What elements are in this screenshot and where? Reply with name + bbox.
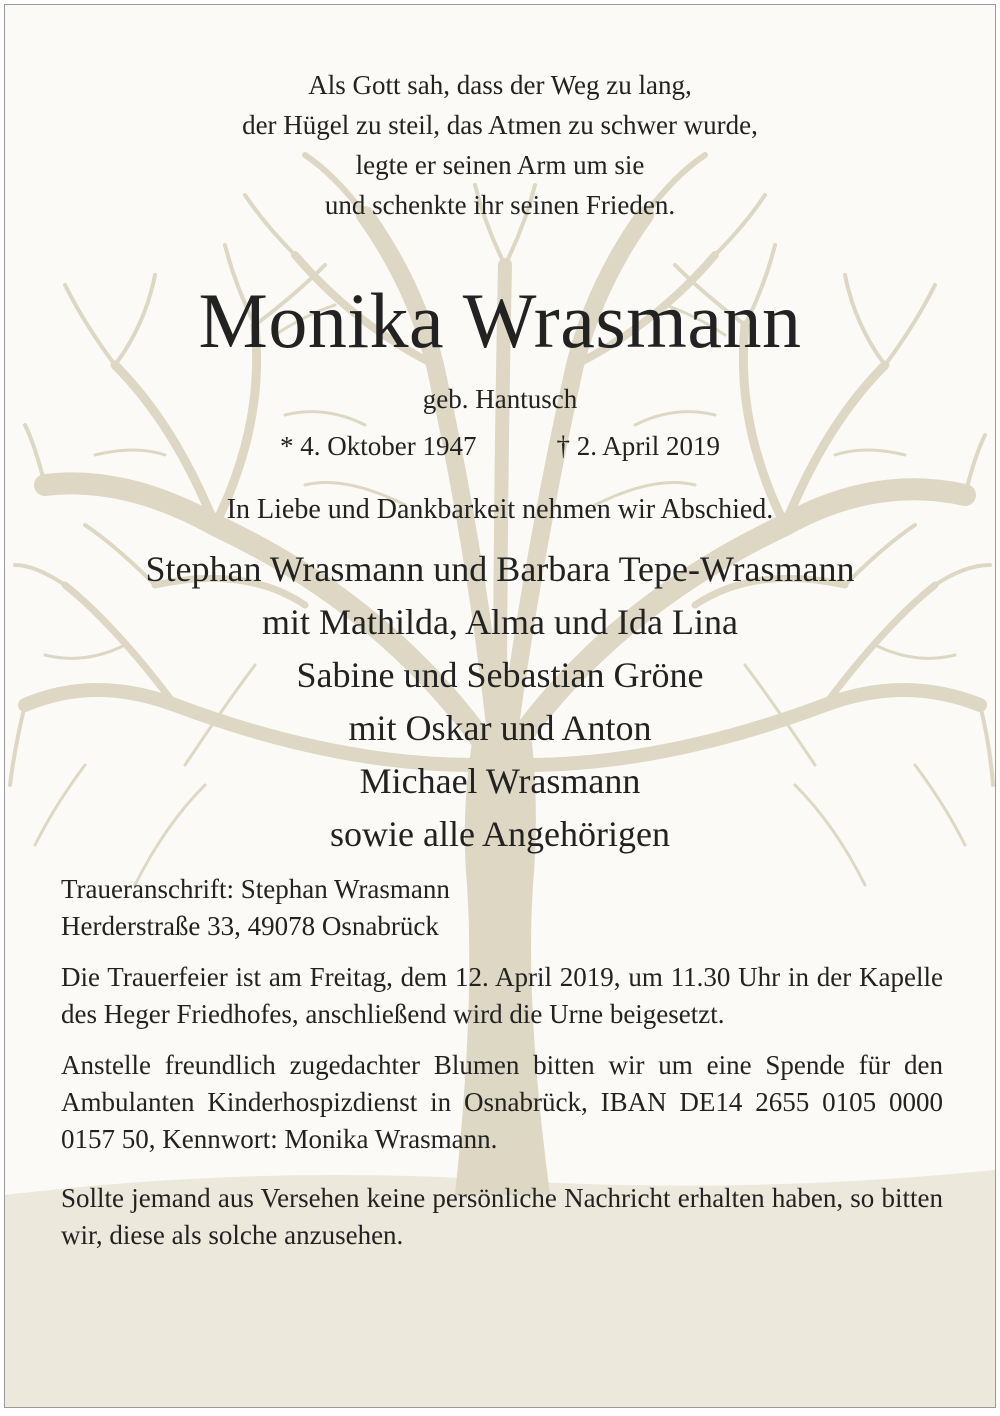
mourner-line: Stephan Wrasmann und Barbara Tepe-Wrasmann (145, 549, 855, 589)
mourning-address (5, 871, 995, 945)
notice-paragraph: Sollte jemand aus Versehen keine persönliche Nachricht erhalten haben, so bitten wir, diese als solche anzusehen. (61, 1183, 943, 1250)
birth-name: geb. Hantusch (422, 384, 578, 414)
mourner-line: Michael Wrasmann (359, 761, 641, 801)
donation-paragraph: Anstelle freundlich zugedachter Blumen bitten wir um eine Spende für den Ambulanten Kinderhospizdienst in Osnabrück, IBAN DE14 2655 0105 0000 0157 50, Kennwort: Monika Wrasmann. (61, 1050, 943, 1154)
death-date: † 2. April 2019 (556, 431, 720, 461)
poem-line: und schenkte ihr seinen Frieden. (324, 190, 676, 220)
mourners-list (5, 543, 995, 861)
mourner-line: sowie alle Angehörigen (330, 814, 670, 854)
address-line: Herderstraße 33, 49078 Osnabrück (61, 911, 439, 941)
obituary-page (4, 4, 996, 1408)
poem-line: legte er seinen Arm um sie (355, 150, 645, 180)
mourner-line: mit Mathilda, Alma und Ida Lina (262, 602, 738, 642)
poem (5, 5, 995, 225)
birth-date: * 4. Oktober 1947 (280, 431, 477, 461)
life-dates (5, 427, 995, 465)
mourner-line: Sabine und Sebastian Gröne (296, 655, 704, 695)
poem-line: der Hügel zu steil, das Atmen zu schwer wurde, (242, 110, 758, 140)
ceremony-paragraph: Die Trauerfeier ist am Freitag, dem 12. April 2019, um 11.30 Uhr in der Kapelle des Heger Friedhofes, anschließend wird die Urne beigesetzt. (61, 962, 943, 1029)
deceased-name: Monika Wrasmann (198, 277, 802, 364)
farewell-line: In Liebe und Dankbarkeit nehmen wir Abschied. (226, 494, 774, 525)
address-line: Traueranschrift: Stephan Wrasmann (61, 874, 450, 904)
poem-line: Als Gott sah, dass der Weg zu lang, (308, 70, 692, 100)
mourner-line: mit Oskar und Anton (348, 708, 652, 748)
